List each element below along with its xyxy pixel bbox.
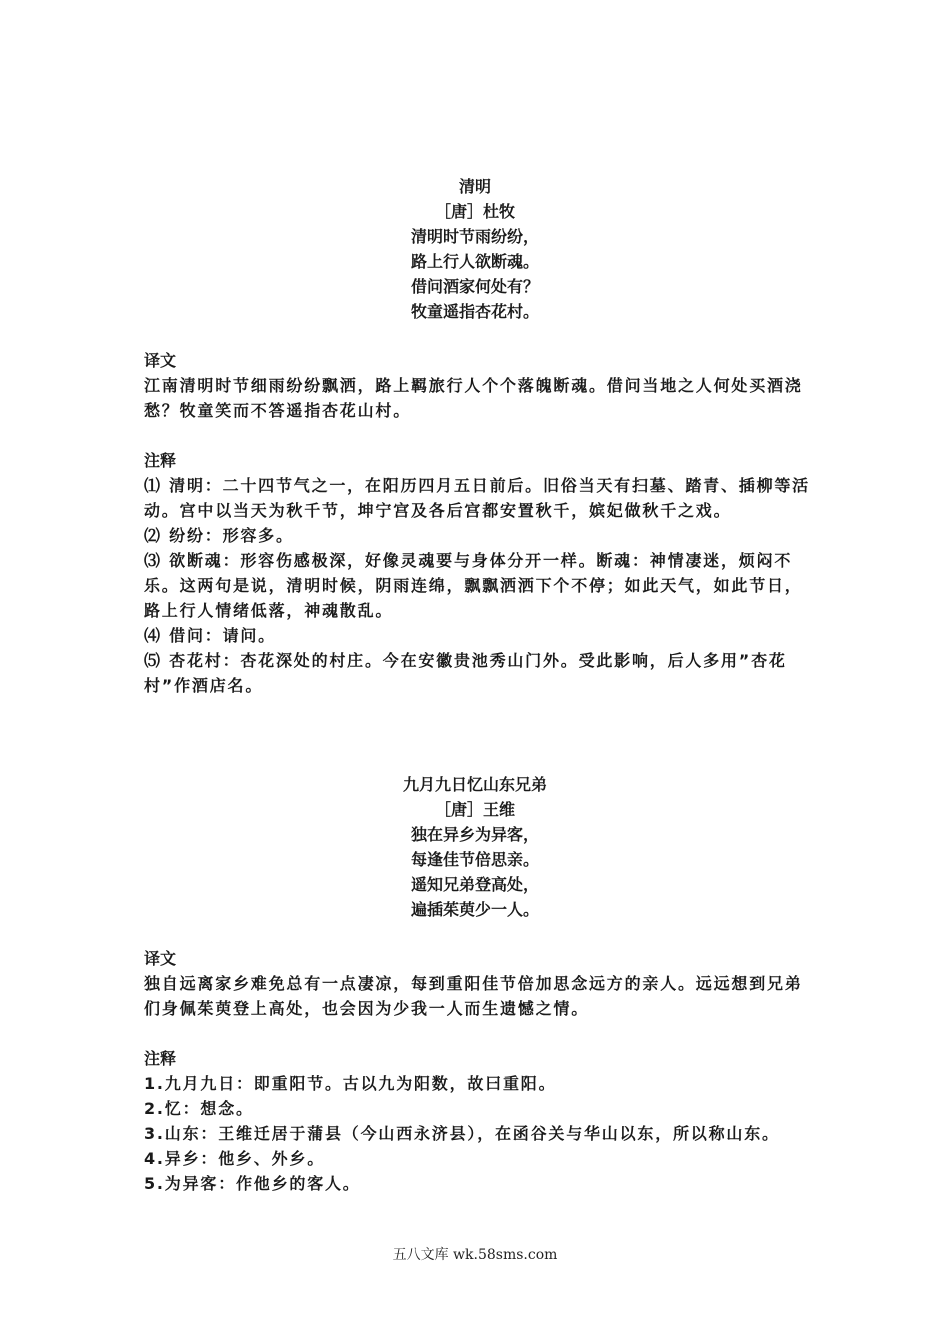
note-item: ⑴ 清明：二十四节气之一，在阳历四月五日前后。旧俗当天有扫墓、踏青、插柳等活动。宫中以当天为秋千节，坤宁宫及各后宫都安置秋千，嫔妃做秋千之戏。	[144, 476, 810, 520]
poem-line: 路上行人欲断魂。	[410, 252, 539, 271]
note-item: ⑸ 杏花村：杏花深处的村庄。今在安徽贵池秀山门外。受此影响，后人多用”杏花村”作酒店名。	[144, 651, 787, 695]
poem-line: 牧童遥指杏花村。	[410, 302, 539, 321]
poem-author: ［唐］王维	[434, 800, 515, 819]
poem-line: 清明时节雨纷纷，	[410, 227, 539, 246]
note-item: 1.九月九日：即重阳节。古以九为阳数，故曰重阳。	[144, 1074, 557, 1093]
translation-heading: 译文	[144, 949, 177, 968]
note-item: ⑶ 欲断魂：形容伤感极深，好像灵魂要与身体分开一样。断魂：神情凄迷，烦闷不乐。这两句是说，清明时候，阴雨连绵，飘飘洒洒下个不停；如此天气，如此节日，路上行人情绪低落，神魂散乱。	[144, 551, 803, 620]
poem-jiuyuejiuri	[0, 772, 950, 922]
poem-title: 清明	[458, 177, 491, 196]
notes-section	[144, 1046, 810, 1196]
poem-line: 遍插茱萸少一人。	[410, 900, 539, 919]
footer-watermark: 五八文库 wk.58sms.com	[392, 1247, 558, 1263]
poem-line: 借问酒家何处有？	[410, 277, 539, 296]
note-item: 2.忆：想念。	[144, 1099, 254, 1118]
translation-text: 江南清明时节细雨纷纷飘洒，路上羁旅行人个个落魄断魂。借问当地之人何处买酒浇愁？牧童笑而不答遥指杏花山村。	[144, 376, 803, 420]
note-item: ⑷ 借问：请问。	[144, 626, 276, 645]
poem-author: ［唐］杜牧	[434, 202, 515, 221]
poem-line: 遥知兄弟登高处，	[410, 875, 539, 894]
translation-section	[144, 946, 810, 1021]
poem-qingming	[0, 174, 950, 324]
translation-heading: 译文	[144, 351, 177, 370]
translation-section	[144, 348, 810, 423]
notes-section	[144, 448, 810, 698]
poem-line: 每逢佳节倍思亲。	[410, 850, 539, 869]
note-item: ⑵ 纷纷：形容多。	[144, 526, 294, 545]
poem-title: 九月九日忆山东兄弟	[402, 775, 547, 794]
notes-heading: 注释	[144, 451, 177, 470]
poem-line: 独在异乡为异客，	[410, 825, 539, 844]
note-item: 4.异乡：他乡、外乡。	[144, 1149, 326, 1168]
notes-heading: 注释	[144, 1049, 177, 1068]
translation-text: 独自远离家乡难免总有一点凄凉，每到重阳佳节倍加思念远方的亲人。远远想到兄弟们身佩茱萸登上高处，也会因为少我一人而生遗憾之情。	[144, 974, 803, 1018]
note-item: 5.为异客：作他乡的客人。	[144, 1174, 361, 1193]
note-item: 3.山东：王维迁居于蒲县（今山西永济县），在函谷关与华山以东，所以称山东。	[144, 1124, 780, 1143]
